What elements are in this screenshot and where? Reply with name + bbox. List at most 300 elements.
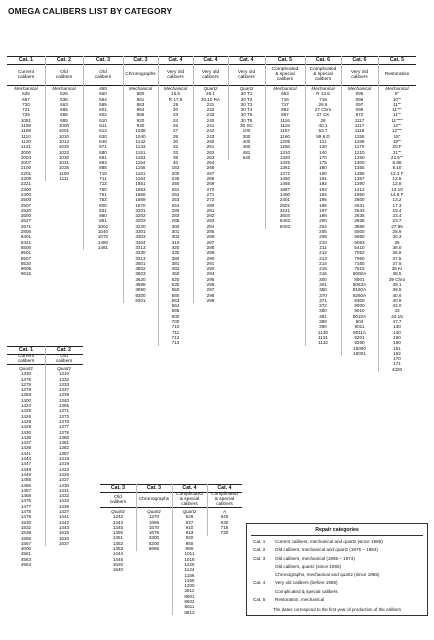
caliber-entry: 254 (171, 202, 180, 208)
page-title: OMEGA CALIBERS LIST BY CATEGORY (8, 6, 173, 16)
caliber-entry: 1427 (58, 477, 70, 483)
legend-code: Cat. 4 (253, 580, 266, 586)
caliber-entry: 1422 (58, 466, 70, 472)
caliber-entry: 389 (319, 319, 327, 325)
caliber-entry: 272 (206, 197, 215, 203)
caliber-entry: 4320 (391, 366, 403, 372)
caliber-entry: 300 (319, 276, 327, 282)
caliber-entry: 1869 (135, 197, 146, 203)
caliber-entry: 30 T6 (240, 117, 253, 123)
caliber-entry: R 13.6 (316, 91, 330, 97)
legend-item (251, 579, 425, 587)
caliber-entry: 18000 (353, 345, 366, 351)
caliber-entry: 1117 (354, 123, 365, 129)
caliber-type: Mechanical (128, 86, 153, 91)
caliber-entry: 1465 (279, 181, 291, 187)
caliber-entry: 19.4 (392, 207, 402, 213)
caliber-entry: 1160 (184, 577, 195, 583)
caliber-entry: 1350 (112, 530, 124, 536)
caliber-type: Quartz (147, 509, 161, 514)
caliber-list (207, 509, 242, 535)
caliber-entry: 130 (393, 324, 401, 330)
caliber-entry: 1432 (58, 493, 70, 499)
caliber-entry: 18001 (353, 350, 366, 356)
caliber-entry: 295 (206, 276, 215, 282)
caliber-entry: 36.6 (392, 250, 402, 256)
caliber-entry: 904 (355, 319, 364, 325)
column-divider (158, 56, 159, 346)
caliber-entry: 1205 (279, 138, 291, 144)
caliber-entry: 23 (172, 112, 179, 118)
column-header (193, 56, 228, 86)
caliber-entry: 1020 (58, 144, 70, 150)
column-category: Cat. 1 (18, 57, 34, 63)
caliber-entry: 253 (171, 197, 180, 203)
caliber-entry: 13.2 (392, 197, 402, 203)
caliber-entry: 913 (185, 530, 194, 536)
caliber-entry: 193 (319, 186, 327, 192)
caliber-entry: 290 (206, 255, 215, 261)
caliber-entry: 196 (319, 202, 327, 208)
column-category: Cat. 4 (217, 485, 232, 491)
caliber-list (158, 86, 193, 346)
column-subtitle: Complicated & special calibers (271, 67, 299, 82)
caliber-entry: 1436 (58, 503, 70, 509)
caliber-entry: 292 (206, 266, 215, 272)
legend-item (251, 555, 425, 563)
caliber-entry: 752 (99, 197, 107, 203)
caliber-list (100, 509, 136, 573)
caliber-entry: 5000 (354, 229, 365, 235)
caliber-entry: 171 (393, 361, 401, 367)
caliber-entry: 30 T1 (240, 91, 253, 97)
caliber-entry: 1375 (58, 418, 70, 424)
column-category: Cat. 4 (182, 485, 197, 491)
caliber-entry: 860 (136, 91, 145, 97)
caliber-entry: 231 (206, 101, 215, 107)
caliber-entry: 27 CK (316, 112, 330, 118)
caliber-entry: 630 (220, 519, 229, 525)
caliber-entry: 831 (99, 207, 107, 213)
caliber-entry: R 17.8 (168, 96, 183, 102)
caliber-entry: 1120 (184, 561, 195, 567)
caliber-entry: 5200 (148, 540, 160, 546)
caliber-entry: 910 (185, 524, 194, 530)
column-header (228, 56, 265, 86)
caliber-entry: 663 (60, 101, 68, 107)
column-divider (123, 56, 124, 303)
caliber-entry: 212 (319, 250, 327, 256)
caliber-entry: 861 (136, 96, 145, 102)
caliber-entry: 2507 (20, 202, 32, 208)
caliber-type: Quartz (239, 86, 254, 91)
caliber-entry: 170 (319, 154, 327, 160)
caliber-entry: 1132 (318, 340, 328, 346)
caliber-entry: 1345 (112, 524, 124, 530)
caliber-entry: 2000 (20, 149, 32, 155)
caliber-type: Mechanical (52, 86, 76, 91)
caliber-entry: 863 (136, 101, 145, 107)
caliber-type: Quartz (182, 509, 197, 514)
caliber-entry: 7053 (354, 250, 365, 256)
caliber-entry: 867 (281, 112, 289, 118)
caliber-entry: 626 (185, 514, 194, 520)
repair-categories-legend (246, 523, 428, 616)
caliber-entry: 30.10 RA (200, 96, 221, 102)
legend-text: Chronographs, mechanical and quartz (since 1965) (275, 572, 380, 578)
caliber-type: Quartz (19, 366, 33, 371)
caliber-entry: 560 (171, 292, 180, 298)
column-divider (305, 56, 306, 346)
caliber-entry: 286 (206, 234, 215, 240)
caliber-entry: 2221 (20, 181, 32, 187)
caliber-entry: 1038 (135, 128, 146, 134)
column-header (265, 56, 305, 86)
legend-text: Old calibers, mechanical (1965 – 1974) (275, 555, 355, 561)
caliber-entry: 285 (206, 229, 215, 235)
caliber-entry: 19 (172, 101, 179, 107)
caliber-entry: 1666 (148, 519, 160, 525)
caliber-entry: 12"" (392, 123, 402, 129)
caliber-entry: 1155 (135, 165, 146, 171)
caliber-entry: 1426 (58, 471, 70, 477)
caliber-entry: 717 (281, 101, 289, 107)
caliber-entry: 233 (206, 112, 215, 118)
caliber-entry: 600 (171, 313, 180, 319)
caliber-entry: 39 Chro (388, 276, 406, 282)
caliber-entry: 21"" (392, 149, 402, 155)
legend-list (251, 538, 425, 604)
caliber-entry: 2300 (20, 186, 32, 192)
caliber-entry: 4564 (20, 561, 32, 567)
caliber-entry: 636 (60, 96, 68, 102)
caliber-entry: 266 (206, 165, 215, 171)
caliber-entry: 12.5 (392, 176, 402, 182)
caliber-entry: 1950 (354, 191, 365, 197)
column-subtitle: Old calibers (55, 354, 73, 364)
caliber-entry: 1437 (58, 509, 70, 515)
caliber-entry: 1111 (59, 176, 69, 182)
caliber-entry: 214 (319, 260, 327, 266)
caliber-entry: 208 (319, 234, 327, 240)
caliber-entry: 8601 (184, 593, 195, 599)
caliber-type: Mechanical (14, 86, 38, 91)
caliber-entry: 715 (220, 524, 229, 530)
caliber-entry: 1373 (58, 413, 70, 419)
caliber-entry: 296 (206, 281, 215, 287)
caliber-entry: 6.88 (392, 160, 402, 166)
caliber-entry: 481 (242, 149, 251, 155)
caliber-entry: 284 (206, 223, 215, 229)
caliber-entry: 8001 (354, 276, 365, 282)
caliber-entry: 1353 (112, 546, 124, 552)
caliber-entry: 1035 (58, 165, 70, 171)
caliber-entry: 1457 (20, 487, 32, 493)
caliber-entry: 1310 (58, 371, 70, 377)
caliber-entry: 861 (99, 218, 107, 224)
caliber-entry: 4561 (20, 551, 32, 557)
caliber-list (228, 86, 265, 160)
caliber-entry: 1300 (354, 160, 365, 166)
caliber-entry: 602 (99, 112, 107, 118)
caliber-entry: 297 (206, 287, 215, 293)
caliber-entry: 372 (319, 303, 327, 309)
caliber-entry: 1418 (58, 456, 70, 462)
caliber-entry: 1342 (112, 514, 124, 520)
caliber-entry: 175 (319, 160, 327, 166)
caliber-entry: 1675 (148, 530, 160, 536)
caliber-entry: 1430 (20, 429, 32, 435)
caliber-entry: 1381 (58, 440, 70, 446)
caliber-entry: 1441 (58, 514, 70, 520)
caliber-entry: 1456 (20, 482, 32, 488)
caliber-entry: 1355 (354, 165, 365, 171)
caliber-entry: 096 (355, 96, 364, 102)
caliber-entry: 1448 (20, 466, 32, 472)
caliber-entry: 9011 (354, 324, 365, 330)
column-header (136, 484, 172, 508)
caliber-entry: 1637 (58, 540, 70, 546)
caliber-entry: 291 (206, 260, 215, 266)
caliber-entry: 19"" (392, 138, 402, 144)
column-subtitle: Old calibers (55, 69, 73, 80)
caliber-entry: 1433 (58, 498, 70, 504)
caliber-entry: 30 SC (240, 123, 253, 129)
caliber-list (305, 86, 341, 346)
caliber-entry: 1428 (20, 418, 32, 424)
caliber-entry: 1040 (97, 229, 109, 235)
caliber-entry: 11"" (392, 112, 402, 118)
caliber-entry: 280 (171, 207, 180, 213)
caliber-entry: 200 (171, 170, 180, 176)
caliber-entry: 1480 (97, 239, 109, 245)
caliber-entry: 864 (136, 107, 145, 113)
caliber-entry: 1337 (58, 387, 70, 393)
caliber-entry: 30 T4 (240, 107, 253, 113)
caliber-type: Mechanical (311, 86, 335, 91)
caliber-entry: 1379 (20, 387, 32, 393)
caliber-entry: 140 (393, 329, 401, 335)
caliber-entry: 1861 (135, 181, 146, 187)
caliber-entry: 3602 (135, 266, 146, 272)
caliber-entry: 685 (99, 165, 107, 171)
caliber-entry: 20 (172, 107, 179, 113)
caliber-entry: 665 (60, 107, 68, 113)
caliber-entry: 26 (172, 123, 179, 129)
caliber-entry: 330 (171, 250, 180, 256)
caliber-list (7, 86, 45, 277)
caliber-entry: 712 (99, 181, 107, 187)
caliber-entry: 1371 (58, 408, 70, 414)
caliber-entry: 1450 (279, 176, 291, 182)
caliber-entry: 260 (206, 138, 215, 144)
caliber-entry: 1443 (58, 524, 70, 530)
caliber-entry: 2635 (354, 213, 365, 219)
caliber-entry: 720 (22, 101, 30, 107)
caliber-entry: 2836 (354, 218, 365, 224)
caliber-entry: 5063 (354, 239, 365, 245)
caliber-entry: 43.15 (391, 313, 403, 319)
caliber-entry: 190 (319, 170, 327, 176)
caliber-entry: 1378 (58, 429, 70, 435)
caliber-entry: 163 (171, 165, 180, 171)
caliber-entry: 625 (22, 91, 30, 97)
caliber-entry: 1130 (318, 329, 328, 335)
caliber-entry: 294 (206, 271, 215, 277)
caliber-entry: 8421 (20, 239, 32, 245)
caliber-entry: 32 (172, 144, 179, 150)
caliber-entry: 2209 (20, 176, 32, 182)
caliber-entry: 1250 (354, 154, 365, 160)
caliber-entry: 250 (171, 181, 180, 187)
caliber-entry: 3313 (135, 255, 146, 261)
caliber-entry: 283 (206, 218, 215, 224)
column-category: Cat. 6 (315, 57, 331, 63)
column-subtitle: Current calibers (17, 354, 35, 364)
caliber-entry: 27 (172, 128, 179, 134)
caliber-entry: 721 (22, 107, 30, 113)
caliber-type: Mechanical (273, 86, 297, 91)
caliber-entry: 550 (99, 91, 107, 97)
caliber-entry: 299 (206, 297, 215, 303)
caliber-entry: 1870 (135, 202, 146, 208)
caliber-entry: 170 (393, 356, 401, 362)
caliber-entry: 270 (206, 186, 215, 192)
legend-item (251, 538, 425, 546)
caliber-entry: 13.10 (391, 186, 403, 192)
caliber-entry: 730 (220, 530, 229, 536)
column-divider (45, 56, 46, 181)
caliber-entry: 381 (171, 260, 180, 266)
column-subtitle: Complicated & special calibers (309, 67, 337, 82)
caliber-entry: 860 (99, 213, 107, 219)
caliber-entry: 1118 (354, 128, 365, 134)
caliber-entry: 1333 (58, 381, 70, 387)
caliber-entry: 862 (281, 107, 289, 113)
caliber-entry: 350 (319, 287, 327, 293)
column-header (45, 346, 83, 365)
caliber-entry: 12""" (391, 128, 402, 134)
caliber-entry: 371 (319, 297, 327, 303)
caliber-entry: 1157 (280, 128, 290, 134)
caliber-entry: 381 (319, 313, 327, 319)
caliber-entry: 8.10 (392, 165, 402, 171)
caliber-entry: 6" (394, 91, 400, 97)
caliber-list (172, 509, 207, 615)
caliber-entry: 1419 (58, 461, 70, 467)
caliber-entry: 1330 (20, 371, 32, 377)
legend-code: Cat. 5 (253, 597, 266, 603)
caliber-entry: 230 (171, 176, 180, 182)
caliber-entry: 1121 (21, 144, 31, 150)
caliber-entry: 1365 (58, 403, 70, 409)
legend-text: Old calibers, quartz (since 1965) (275, 563, 342, 569)
caliber-entry: 39.1 (392, 281, 402, 287)
column-header (7, 56, 45, 86)
caliber-entry: 1442 (58, 519, 70, 525)
caliber-entry: 302 (171, 234, 180, 240)
caliber-entry: 1378 (20, 381, 32, 387)
caliber-entry: 150 (393, 334, 401, 340)
caliber-entry: 10"" (392, 96, 402, 102)
caliber-entry: 380 (319, 308, 327, 314)
caliber-entry: 1120 (21, 138, 31, 144)
caliber-entry: 626 (60, 91, 68, 97)
legend-text: Current calibers, mechanical and quartz (since 1985) (275, 539, 383, 544)
caliber-entry: 40 (172, 160, 179, 166)
caliber-entry: 3301 (135, 229, 146, 235)
caliber-entry: 990 (185, 546, 194, 552)
caliber-entry: 1476 (20, 498, 32, 504)
caliber-entry: 1164 (135, 176, 146, 182)
caliber-entry: 1200 (184, 583, 195, 589)
caliber-entry: 1455 (20, 477, 32, 483)
caliber-entry: 1154 (135, 160, 146, 166)
caliber-entry: 1615 (58, 530, 70, 536)
caliber-entry: 1340 (58, 397, 70, 403)
caliber-entry: 3303 (135, 234, 146, 240)
caliber-entry: 1170 (354, 144, 365, 150)
caliber-entry: 8063A (352, 281, 367, 287)
caliber-entry: 11"""" (391, 117, 403, 123)
column-subtitle: Restoration (384, 72, 410, 77)
caliber-list (45, 366, 83, 546)
caliber-entry: 18" (393, 133, 401, 139)
column-header (378, 56, 416, 86)
column-divider (193, 56, 194, 303)
caliber-entry: 645 (99, 138, 107, 144)
caliber-entry: 47.7 (392, 319, 402, 325)
column-header (341, 56, 378, 86)
caliber-entry: 264 (206, 160, 215, 166)
caliber-entry: 43 (394, 308, 400, 314)
caliber-entry: 8160A (352, 287, 367, 293)
caliber-entry: 716 (319, 96, 327, 102)
caliber-list (7, 366, 45, 567)
caliber-entry: 1325 (279, 160, 291, 166)
caliber-entry: 1447 (20, 461, 32, 467)
caliber-entry: 095 (355, 91, 364, 97)
caliber-entry: 1010 (58, 133, 70, 139)
caliber-entry: 7515 (354, 266, 365, 272)
caliber-entry: 3603 (135, 271, 146, 277)
caliber-entry: 8500 (20, 244, 32, 250)
caliber-entry: 3201 (135, 207, 146, 213)
caliber-entry: 2004 (20, 154, 32, 160)
caliber-type: Mechanical (163, 86, 188, 91)
caliber-entry: 1051 (20, 117, 32, 123)
caliber-entry: 1361 (279, 165, 291, 171)
caliber-entry: 713 (171, 340, 180, 346)
caliber-entry: 1011 (184, 551, 195, 557)
caliber-entry: 3604 (279, 213, 291, 219)
caliber-entry: 3220 (135, 223, 146, 229)
caliber-entry: 22.5"" (390, 154, 404, 160)
column-category: Cat. 6 (352, 57, 367, 63)
caliber-entry: 1108 (21, 123, 31, 129)
caliber-entry: 1867 (279, 186, 291, 192)
caliber-entry: 39.5 (392, 287, 402, 293)
caliber-entry: 1530 (20, 519, 32, 525)
caliber-entry: 269 (206, 181, 215, 187)
caliber-entry: 205 (319, 229, 327, 235)
caliber-entry: 1382 (58, 445, 70, 451)
caliber-entry: 1436 (20, 434, 32, 440)
column-subtitle: Complicated & special calibers (176, 492, 203, 507)
caliber-entry: 1441 (20, 450, 32, 456)
caliber-entry: 7060 (354, 255, 365, 261)
caliber-entry: 1538 (20, 530, 32, 536)
